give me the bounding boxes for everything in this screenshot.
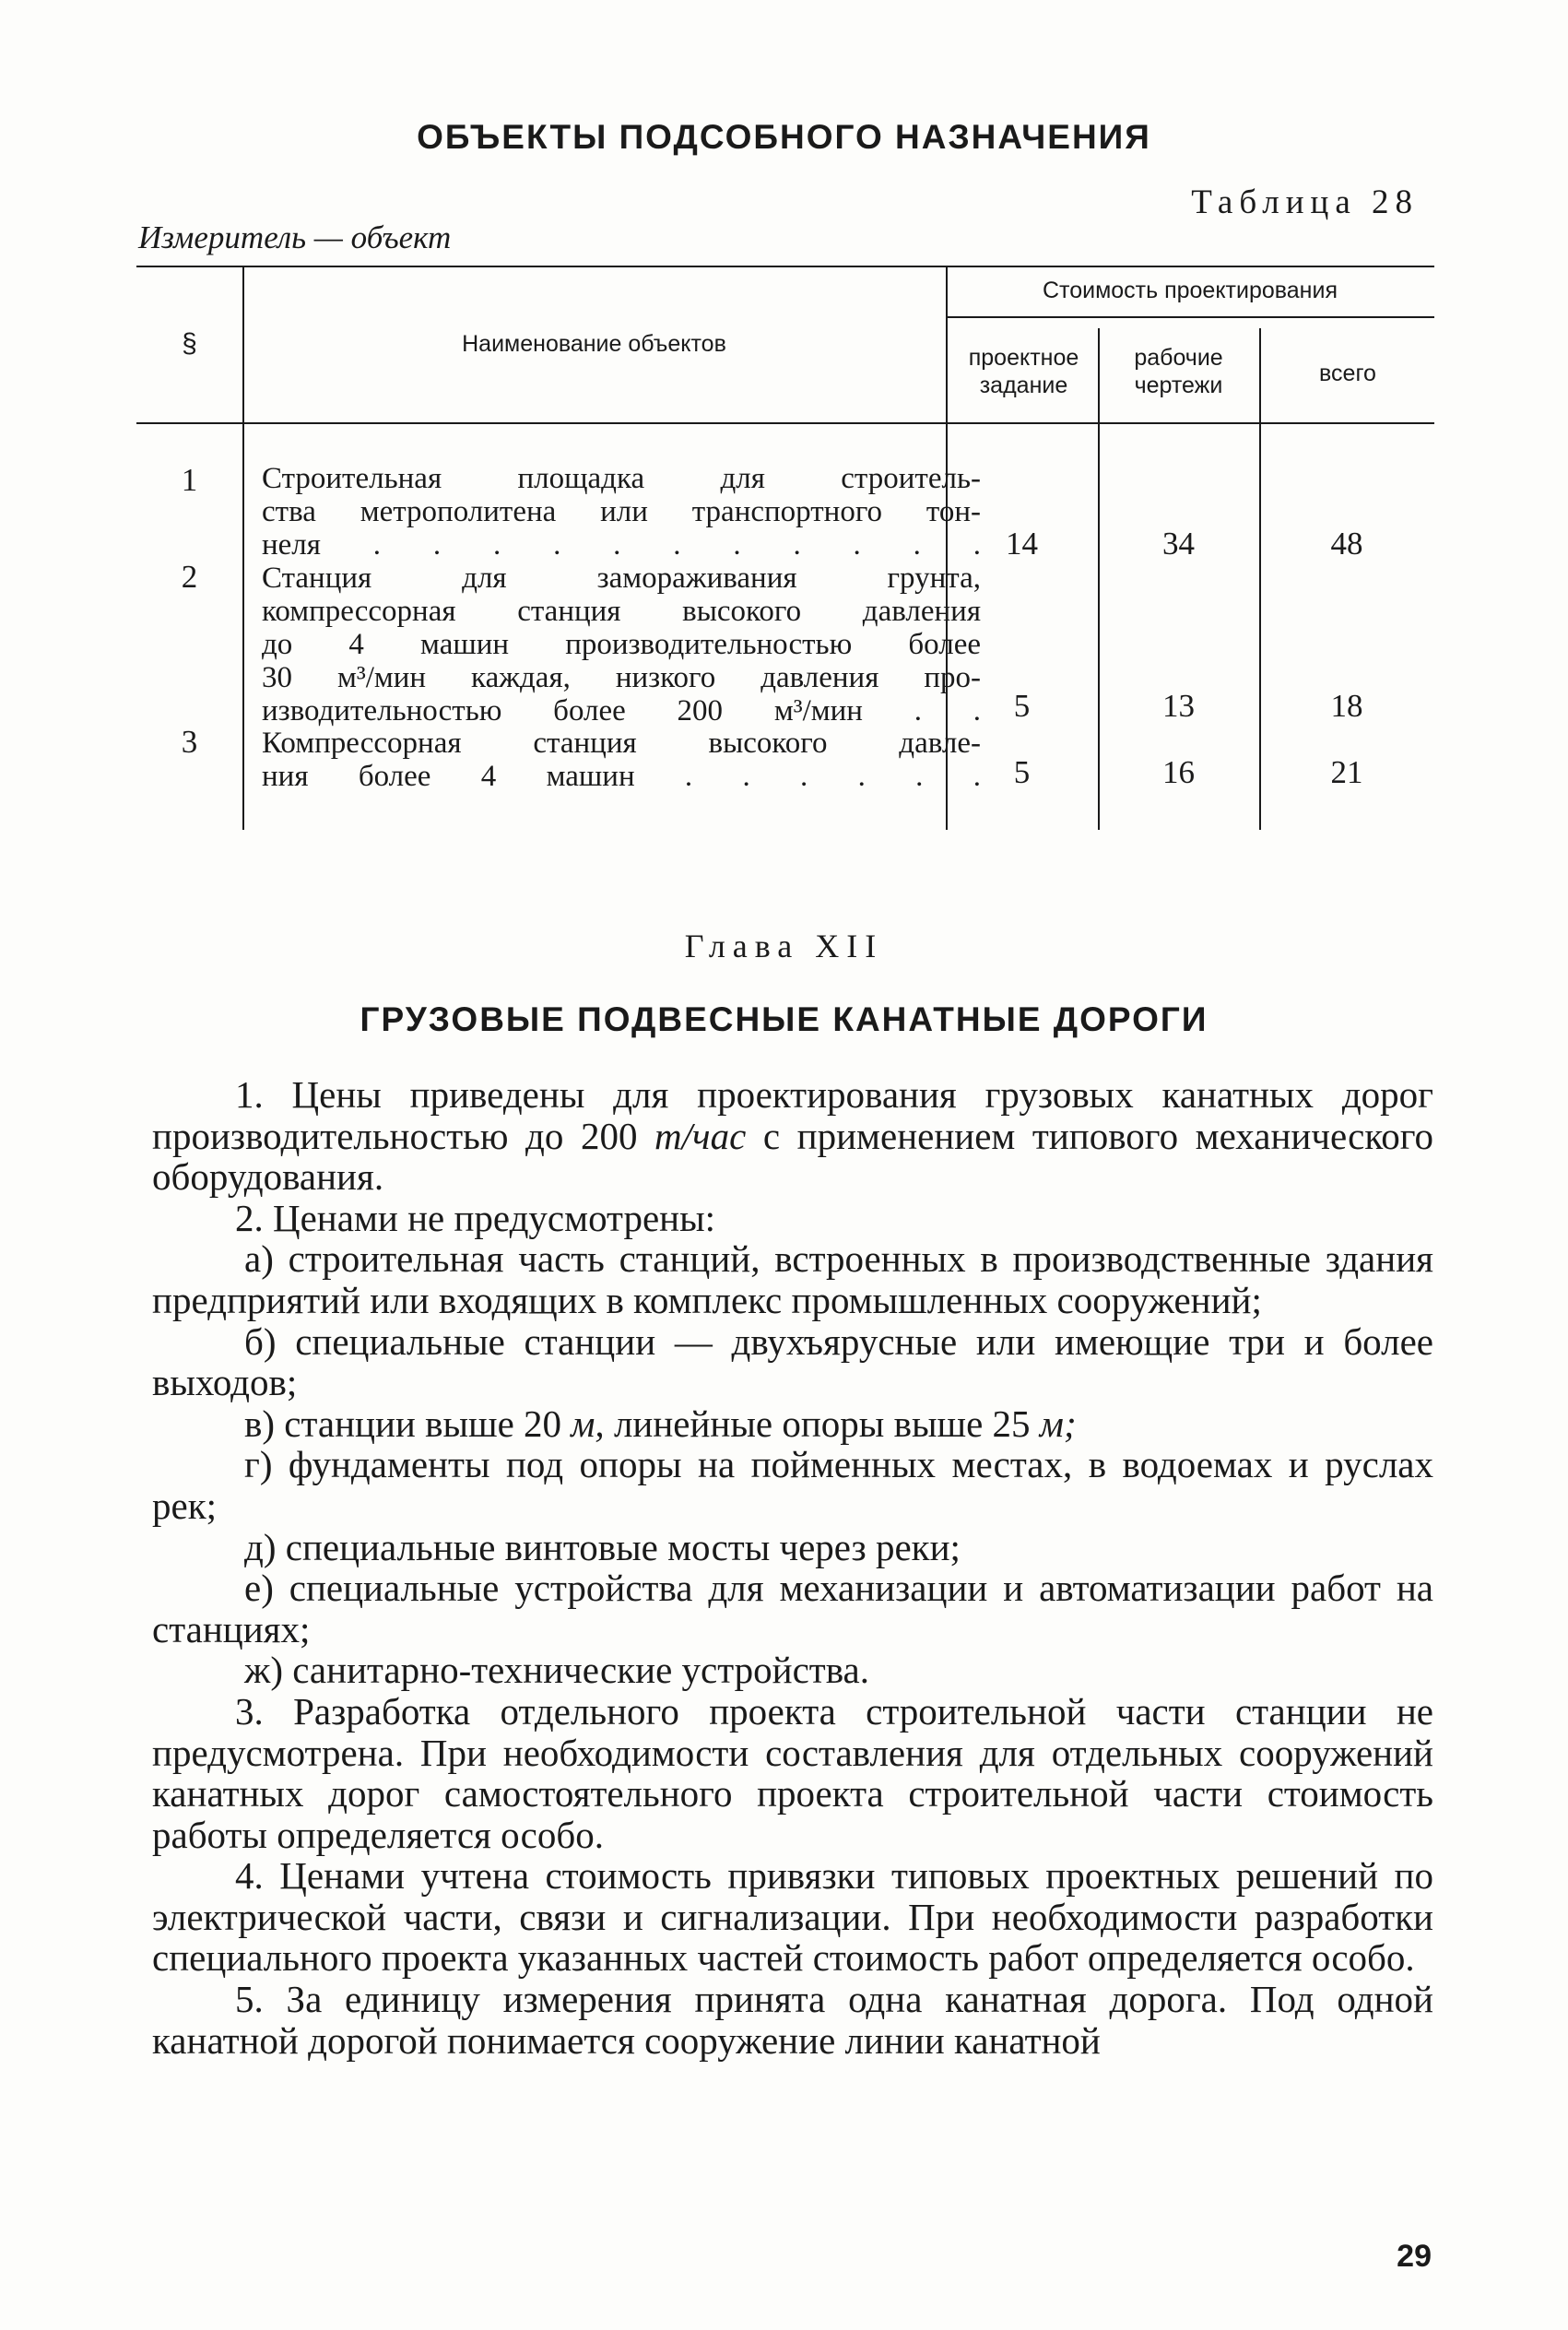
row-name-3 <box>262 727 981 793</box>
header-bottom-rule <box>136 422 1434 424</box>
item-zh: ж) санитарно-технические устройства. <box>244 1649 869 1692</box>
header-working-drawings: рабочие чертежи <box>1134 345 1223 398</box>
item-a: а) строительная часть станций, встроенных в производственные здания предприятий или входящих в комплекс промышленных сооружений; <box>152 1237 1433 1321</box>
row-line: ния более 4 машин . . . . . . <box>262 760 981 793</box>
table-number: Таблица 28 <box>1191 183 1419 221</box>
row-number: 3 <box>181 724 198 760</box>
section-heading: ОБЪЕКТЫ ПОДСОБНОГО НАЗНАЧЕНИЯ <box>417 118 1151 156</box>
row-line: до 4 машин производительностью более <box>262 628 981 661</box>
row-line: неля . . . . . . . . . . . <box>262 528 981 562</box>
body-text <box>152 1074 1433 2061</box>
item-e: е) специальные устройства для механизации и автоматизации работ на станциях; <box>152 1567 1433 1650</box>
header-cost-group: Стоимость проектирования <box>1042 278 1338 303</box>
row-line: Компрессорная станция высокого давле- <box>262 727 981 760</box>
value-drawings: 16 <box>1162 754 1195 790</box>
header-section: § <box>182 328 197 359</box>
value-design: 5 <box>1013 754 1031 790</box>
item-v: в) станции выше 20 м, линейные опоры выше 25 м; <box>244 1402 1077 1445</box>
value-total: 18 <box>1330 688 1363 724</box>
header-total: всего <box>1319 361 1376 386</box>
row-name-1 <box>262 462 981 562</box>
header-design-task: проектное задание <box>968 345 1079 398</box>
chapter-label: Глава XII <box>684 928 884 964</box>
item-d: д) специальные винтовые мосты через реки; <box>244 1525 961 1568</box>
row-number: 1 <box>181 462 198 498</box>
value-design: 14 <box>1006 526 1038 562</box>
header-name: Наименование объектов <box>462 331 726 357</box>
row-line: Строительная площадка для строитель- <box>262 462 981 495</box>
row-line: Станция для замораживания грунта, <box>262 562 981 595</box>
unit-label: Измеритель — объект <box>138 219 452 255</box>
row-name-2 <box>262 562 981 727</box>
chapter-title: ГРУЗОВЫЕ ПОДВЕСНЫЕ КАНАТНЫЕ ДОРОГИ <box>360 1000 1208 1038</box>
paragraph-5: 5. За единицу измерения принята одна канатная дорога. Под одной канатной дорогой понимается сооружение линии канатной <box>152 1978 1433 2062</box>
row-line: 30 м³/мин каждая, низкого давления про- <box>262 661 981 694</box>
page-number: 29 <box>1397 2239 1432 2274</box>
paragraph-1: 1. Цены приведены для проектирования грузовых канатных дорог производительностью до 200 т/час с применением типового механического оборудования. <box>152 1073 1433 1199</box>
row-line: ства метрополитена или транспортного тон- <box>262 495 981 528</box>
cost-table <box>136 266 1434 830</box>
header-sub-rule <box>946 316 1434 318</box>
paragraph-4: 4. Ценами учтена стоимость привязки типовых проектных решений по электрической части, связи и сигнализации. При необходимости разработки специального проекта указанных частей стоимость работ определяется особо. <box>152 1854 1433 1980</box>
value-drawings: 34 <box>1162 526 1195 562</box>
row-line: компрессорная станция высокого давления <box>262 595 981 628</box>
row-number: 2 <box>181 559 198 595</box>
value-drawings: 13 <box>1162 688 1195 724</box>
value-total: 21 <box>1330 754 1363 790</box>
value-design: 5 <box>1013 688 1031 724</box>
item-b: б) специальные станции — двухъярусные или имеющие три и более выходов; <box>152 1319 1433 1404</box>
item-g: г) фундаменты под опоры на пойменных местах, в водоемах и руслах рек; <box>152 1443 1433 1527</box>
value-total: 48 <box>1330 526 1363 562</box>
table-top-rule <box>136 266 1434 267</box>
row-line: изводительностью более 200 м³/мин . . <box>262 694 981 727</box>
paragraph-3: 3. Разработка отдельного проекта строительной части станции не предусмотрена. При необходимости составления для отдельных сооружений канатных дорог самостоятельного проекта строительной части стоимость работы определяется особо. <box>152 1689 1433 1856</box>
paragraph-2: 2. Ценами не предусмотрены: <box>235 1196 716 1239</box>
